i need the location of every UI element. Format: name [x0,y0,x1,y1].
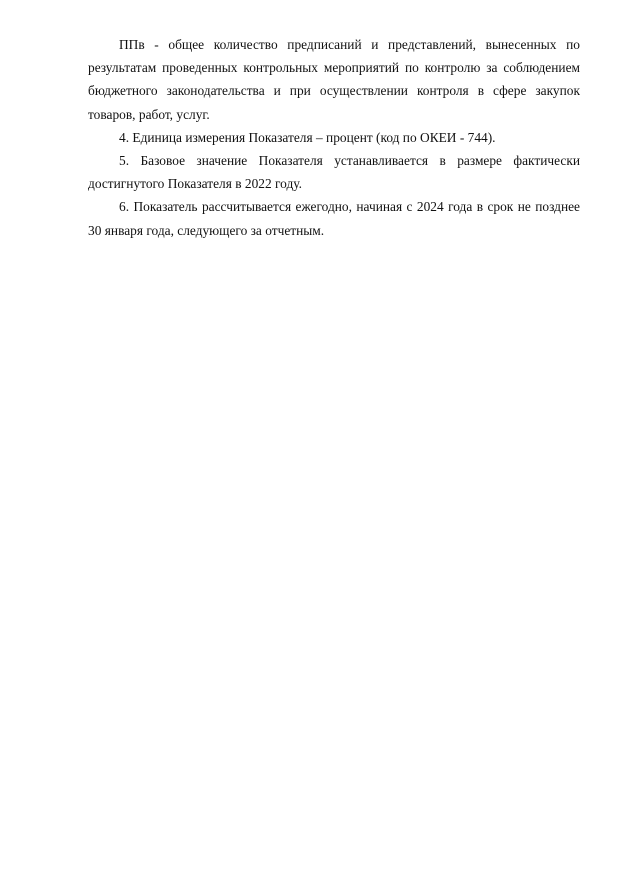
document-body [88,33,580,242]
paragraph-calculation-schedule: 6. Показатель рассчитывается ежегодно, начиная с 2024 года в срок не позднее 30 января года, следующего за отчетным. [88,199,580,238]
paragraph-ppv-definition: ППв - общее количество предписаний и представлений, вынесенных по результатам проведенных контрольных мероприятий по контролю за соблюдением бюджетного законодательства и при осуществлении контроля в сфере закупок товаров, работ, услуг. [88,37,580,122]
paragraph-unit-of-measure: 4. Единица измерения Показателя – процент (код по ОКЕИ - 744). [119,129,496,145]
paragraph-base-value: 5. Базовое значение Показателя устанавливается в размере фактически достигнутого Показателя в 2022 году. [88,153,580,192]
